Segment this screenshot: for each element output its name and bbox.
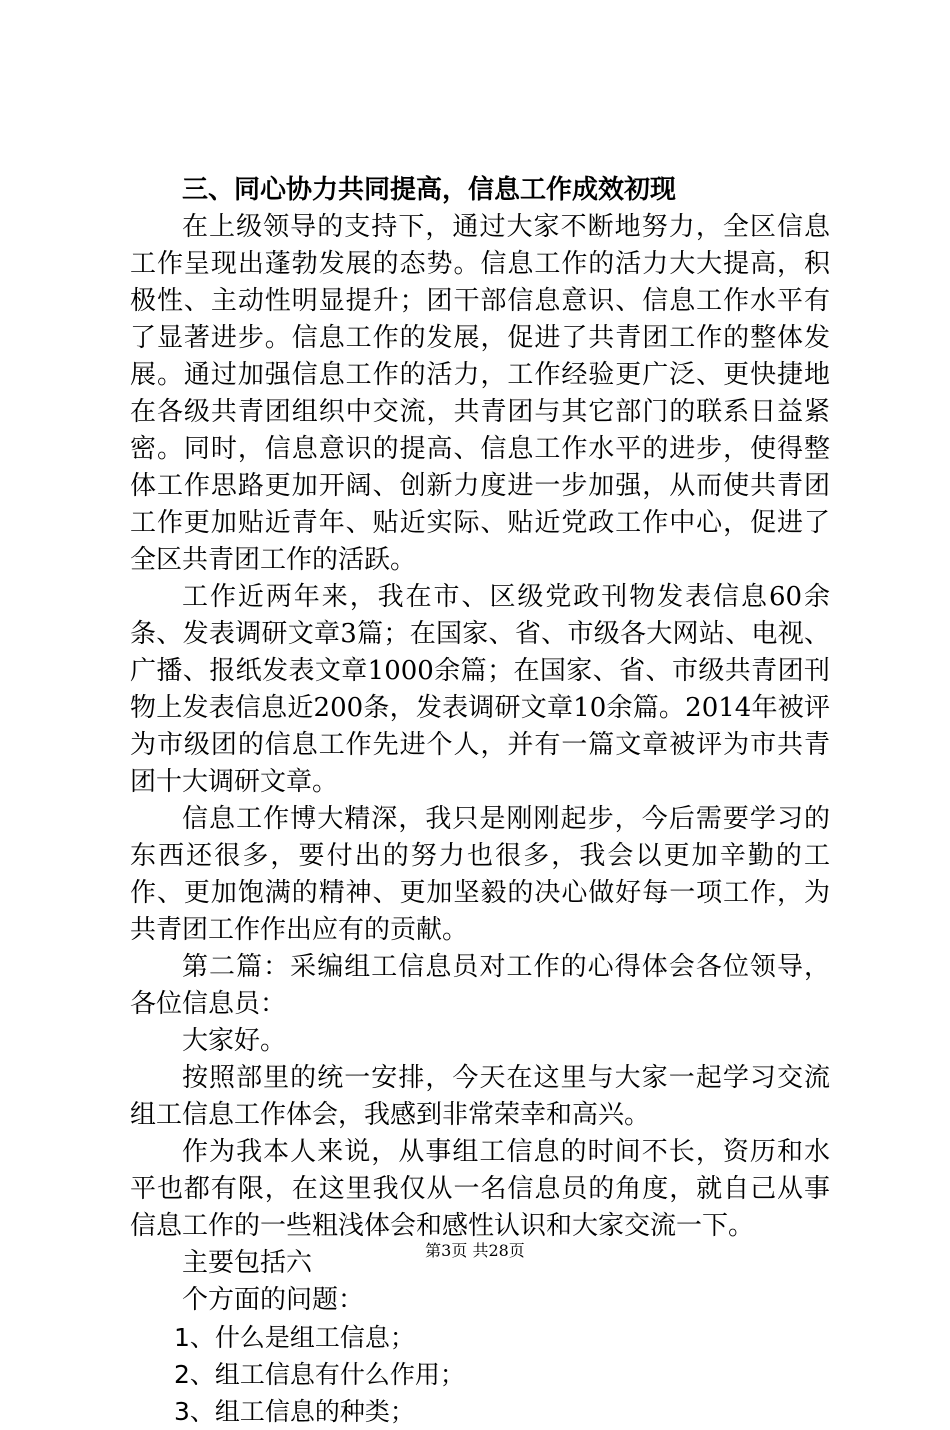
paragraph-second-article-title: 第二篇：采编组工信息员对工作的心得体会各位领导，各位信息员： — [130, 952, 830, 1019]
paragraph-greeting: 大家好。 — [182, 1026, 287, 1056]
paragraph-main-points: 主要包括六 — [182, 1248, 313, 1278]
paragraph-outlook: 信息工作博大精深，我只是刚刚起步，今后需要学习的东西还很多，要付出的努力也很多，我会以更加辛勤的工作、更加饱满的精神、更加坚毅的决心做好每一项工作，为共青团工作作出应有的贡献。 — [130, 804, 830, 945]
paragraph-aspects: 个方面的问题： — [182, 1285, 365, 1315]
list-item-2: 2、组工信息有什么作用； — [174, 1360, 465, 1389]
paragraph-achievements: 在上级领导的支持下，通过大家不断地努力，全区信息工作呈现出蓬勃发展的态势。信息工作的活力大大提高，积极性、主动性明显提升；团干部信息意识、信息工作水平有了显著进步。信息工作的发展，促进了共青团工作的整体发展。通过加强信息工作的活力，工作经验更广泛、更快捷地在各级共青团组织中交流，共青团与其它部门的联系日益紧密。同时，信息意识的提高、信息工作水平的进步，使得整体工作思路更加开阔、创新力度进一步加强，从而使共青团工作更加贴近青年、贴近实际、贴近党政工作中心，促进了全区共青团工作的活跃。 — [130, 212, 830, 575]
paragraph-introduction: 作为我本人来说，从事组工信息的时间不长，资历和水平也都有限，在这里我仅从一名信息员的角度，就自己从事信息工作的一些粗浅体会和感性认识和大家交流一下。 — [130, 1137, 830, 1241]
paragraph-publications: 工作近两年来，我在市、区级党政刊物发表信息60余条、发表调研文章3篇；在国家、省、市级各大网站、电视、广播、报纸发表文章1000余篇；在国家、省、市级共青团刊物上发表信息近200条，发表调研文章10余篇。2014年被评为市级团的信息工作先进个人，并有一篇文章被评为市共青团十大调研文章。 — [130, 582, 830, 797]
page-footer — [0, 1240, 950, 1262]
list-item-3: 3、组工信息的种类； — [174, 1397, 415, 1426]
paragraph-arrangement: 按照部里的统一安排，今天在这里与大家一起学习交流组工信息工作体会，我感到非常荣幸和高兴。 — [130, 1063, 830, 1130]
section-heading: 三、同心协力共同提高，信息工作成效初现 — [182, 175, 677, 205]
page-number-label: 第3页 共28页 — [425, 1241, 525, 1260]
list-item-1: 1、什么是组工信息； — [174, 1323, 415, 1352]
